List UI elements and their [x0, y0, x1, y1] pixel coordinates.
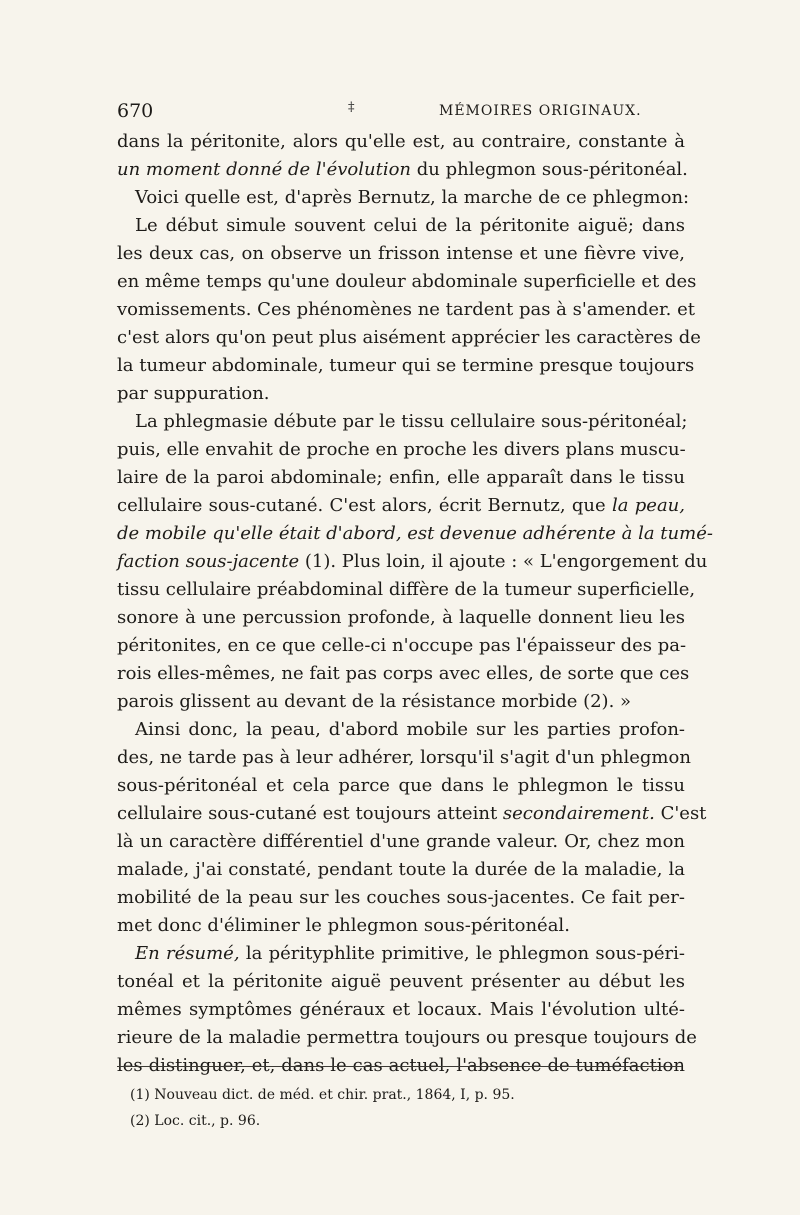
text-line	[117, 324, 701, 352]
body-text	[117, 128, 713, 1080]
text-span: cellulaire sous-cutané. C'est alors, écrit Bernutz, que	[117, 495, 612, 516]
text-span: sonore à une percussion profonde, à laquelle donnent lieu les	[117, 607, 685, 628]
text-line	[117, 296, 695, 324]
text-line	[117, 576, 696, 604]
text-span: La phlegmasie débute par le tissu cellulaire sous-péritonéal;	[135, 411, 688, 432]
text-line	[117, 912, 685, 940]
footnote: (2) Loc. cit., p. 96.	[130, 1113, 261, 1129]
text-line	[117, 604, 685, 632]
text-span: la pérityphlite primitive, le phlegmon sous-péri-	[239, 943, 685, 964]
text-line	[117, 996, 685, 1024]
text-span: là un caractère différentiel d'une grande valeur. Or, chez mon	[117, 831, 685, 852]
italic-span: En résumé,	[135, 943, 240, 964]
text-span: les deux cas, on observe un frisson intense et une fièvre vive,	[117, 243, 685, 264]
text-line	[117, 688, 685, 716]
text-line	[117, 268, 697, 296]
page-number: 670	[117, 100, 154, 122]
text-line	[117, 128, 685, 156]
footnote: (1) Nouveau dict. de méd. et chir. prat., 1864, I, p. 95.	[130, 1087, 515, 1103]
text-line	[117, 492, 685, 520]
text-line	[117, 884, 685, 912]
text-line	[117, 744, 691, 772]
text-span: dans la péritonite, alors qu'elle est, au contraire, constante à	[117, 131, 685, 152]
text-line	[117, 464, 685, 492]
text-line	[117, 856, 685, 884]
text-span: malade, j'ai constaté, pendant toute la durée de la maladie, la	[117, 859, 685, 880]
text-line	[117, 408, 688, 436]
text-line	[117, 352, 695, 380]
text-span: en même temps qu'une douleur abdominale superficielle et des	[117, 271, 697, 292]
text-span: laire de la paroi abdominale; enfin, elle apparaît dans le tissu	[117, 467, 685, 488]
text-line	[117, 828, 685, 856]
text-span: C'est	[654, 803, 707, 824]
text-span: rieure de la maladie permettra toujours ou presque toujours de	[117, 1027, 697, 1048]
italic-span: de mobile qu'elle était d'abord, est devenue adhérente à la tumé-	[117, 523, 713, 544]
text-span: mêmes symptômes généraux et locaux. Mais l'évolution ulté-	[117, 999, 685, 1020]
text-span: parois glissent au devant de la résistance morbide (2). »	[117, 691, 632, 712]
text-span: tonéal et la péritonite aiguë peuvent présenter au début les	[117, 971, 685, 992]
page-header	[117, 100, 685, 124]
italic-span: un moment donné de l'évolution	[117, 159, 412, 180]
text-span: vomissements. Ces phénomènes ne tardent pas à s'amender. et	[117, 299, 695, 320]
italic-span: faction sous-jacente	[117, 551, 300, 572]
text-span: du phlegmon sous-péritonéal.	[411, 159, 688, 180]
text-line	[117, 184, 690, 212]
text-span: péritonites, en ce que celle-ci n'occupe pas l'épaisseur des pa-	[117, 635, 687, 656]
text-span: puis, elle envahit de proche en proche les divers plans muscu-	[117, 439, 686, 460]
text-span: tissu cellulaire préabdominal diffère de la tumeur superficielle,	[117, 579, 696, 600]
text-span: sous-péritonéal et cela parce que dans le phlegmon le tissu	[117, 775, 685, 796]
text-span: (1). Plus loin, il ajoute : « L'engorgement du	[299, 551, 708, 572]
text-span: rois elles-mêmes, ne fait pas corps avec elles, de sorte que ces	[117, 663, 690, 684]
text-span: Ainsi donc, la peau, d'abord mobile sur les parties profon-	[135, 719, 685, 740]
footnotes	[130, 1082, 580, 1134]
footnote-rule	[117, 1066, 682, 1067]
text-line	[117, 1024, 697, 1052]
text-span: les distinguer, et, dans le cas actuel, l'absence de tuméfaction	[117, 1055, 685, 1076]
text-line	[117, 548, 708, 576]
text-span: Le début simule souvent celui de la péritonite aiguë; dans	[135, 215, 685, 236]
text-line	[117, 772, 685, 800]
printer-mark: ‡	[348, 100, 355, 115]
text-span: la tumeur abdominale, tumeur qui se termine presque toujours	[117, 355, 695, 376]
italic-span: la peau,	[611, 495, 685, 516]
text-span: mobilité de la peau sur les couches sous-jacentes. Ce fait per-	[117, 887, 685, 908]
text-line	[117, 800, 707, 828]
text-span: met donc d'éliminer le phlegmon sous-péritonéal.	[117, 915, 570, 936]
text-span: des, ne tarde pas à leur adhérer, lorsqu'il s'agit d'un phlegmon	[117, 747, 691, 768]
text-line	[117, 632, 685, 660]
text-line	[117, 240, 685, 268]
italic-span: secondairement.	[502, 803, 655, 824]
text-line	[117, 380, 685, 408]
text-line	[117, 968, 685, 996]
text-line	[117, 660, 690, 688]
text-span: par suppuration.	[117, 383, 270, 404]
text-span: Voici quelle est, d'après Bernutz, la marche de ce phlegmon:	[135, 187, 690, 208]
text-line	[117, 940, 685, 968]
text-line	[117, 716, 685, 744]
text-line	[117, 520, 713, 548]
text-line	[117, 156, 688, 184]
running-title: MÉMOIRES ORIGINAUX.	[439, 103, 642, 119]
text-line	[117, 436, 685, 464]
text-line	[117, 212, 685, 240]
text-span: cellulaire sous-cutané est toujours atteint	[117, 803, 503, 824]
text-span: c'est alors qu'on peut plus aisément apprécier les caractères de	[117, 327, 701, 348]
